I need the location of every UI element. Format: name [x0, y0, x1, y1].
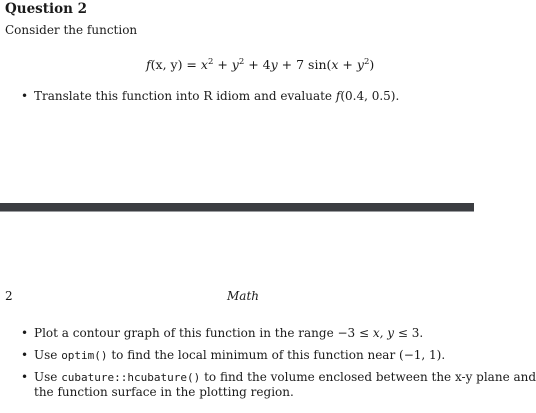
eq-y: y — [231, 57, 239, 72]
bullet-translate-args: (0.4, 0.5). — [340, 89, 400, 103]
eq-exp-1: 2 — [207, 57, 214, 67]
eq-args: (x, y) — [150, 57, 183, 72]
bullet-contour-vars: x, y — [372, 326, 395, 340]
page-number: 2 — [5, 289, 13, 303]
question-title: Question 2 — [5, 1, 88, 17]
running-header: Math — [227, 289, 259, 303]
eq-exp-2: 2 — [238, 57, 245, 67]
eq-exp-3: 2 — [363, 57, 370, 67]
eq-plus-2: + 4 — [244, 57, 271, 72]
bullet-optim-text — [34, 348, 445, 362]
function-equation — [146, 57, 374, 72]
eq-equals: = — [182, 57, 201, 72]
bullet-cubature-prefix: Use — [34, 370, 62, 384]
bullet-contour-prefix: Plot a contour graph of this function in the range −3 ≤ — [34, 326, 373, 340]
bullet-cubature-code: cubature::hcubature() — [61, 371, 201, 384]
intro-text: Consider the function — [5, 23, 138, 37]
bullet-optim-suffix: to find the local minimum of this function near (−1, 1). — [107, 348, 446, 362]
bullet-translate-text — [34, 89, 399, 103]
eq-inner-plus: + — [338, 57, 357, 72]
bullet-translate-f: f — [335, 89, 341, 103]
eq-inner-x: x — [331, 57, 339, 72]
bullet-dot: • — [21, 348, 29, 362]
bullet-contour-suffix: ≤ 3. — [394, 326, 424, 340]
bullet-optim-prefix: Use — [34, 348, 62, 362]
eq-x: x — [200, 57, 208, 72]
bullet-dot: • — [21, 89, 29, 103]
bullet-dot: • — [21, 370, 29, 384]
eq-plus-3: + 7 sin( — [277, 57, 332, 72]
bullet-translate-prefix: Translate this function into R idiom and evaluate — [34, 89, 336, 103]
bullet-cubature-text — [34, 370, 536, 384]
eq-close: ) — [369, 57, 375, 72]
bullet-cubature-line2: the function surface in the plotting region. — [34, 385, 294, 399]
page-divider — [0, 203, 474, 212]
bullet-dot: • — [21, 326, 29, 340]
bullet-contour-text — [34, 326, 423, 340]
eq-inner-y: y — [356, 57, 364, 72]
eq-f: f — [146, 57, 151, 72]
bullet-cubature-suffix: to find the volume enclosed between the x-y plane and — [200, 370, 536, 384]
eq-plus-1: + — [213, 57, 232, 72]
eq-y-linear: y — [270, 57, 278, 72]
bullet-optim-code: optim() — [61, 349, 108, 362]
